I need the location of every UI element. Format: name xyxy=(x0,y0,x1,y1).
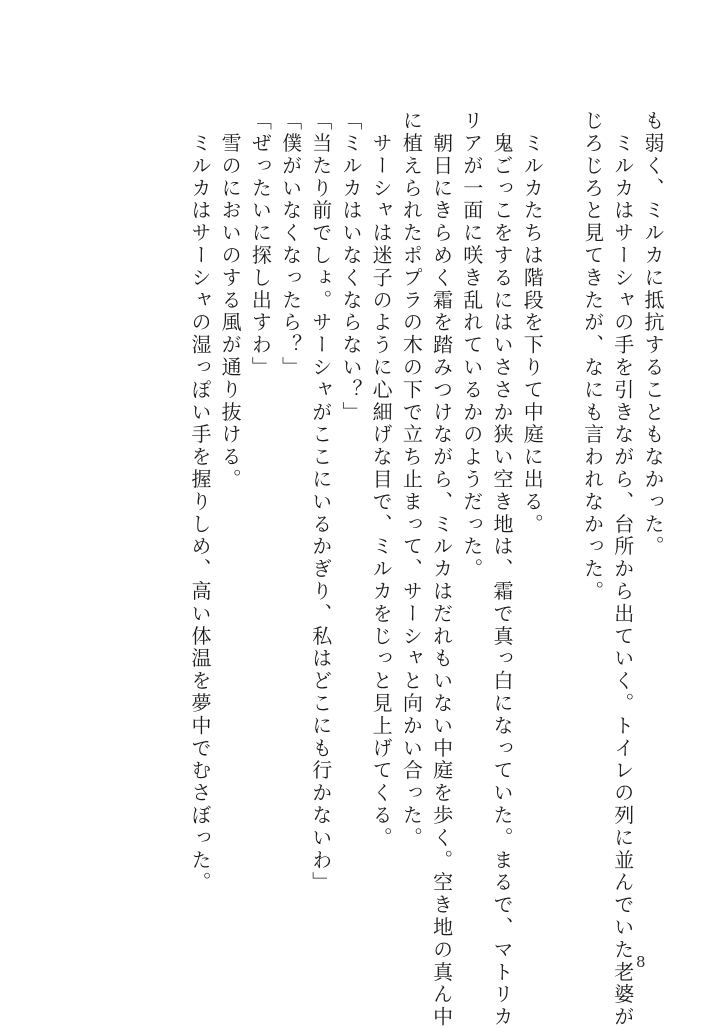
dialogue-line: 「当たり前でしょ。サーシャがここにいるかぎり、私はどこにも行かないわ」 xyxy=(308,110,333,894)
text-line: 雪のにおいのする風が通り抜ける。 xyxy=(218,110,243,491)
page-number: 8 xyxy=(636,953,646,971)
dialogue-line: 「僕がいなくなったら？」 xyxy=(278,110,303,379)
text-line: も弱く、ミルカに抵抗することもなかった。 xyxy=(641,110,665,558)
dialogue-line: 「ぜったいに探し出すわ」 xyxy=(248,110,273,379)
blank-line xyxy=(547,110,577,910)
text-line: ミルカたちは階段を下りて中庭に出る。 xyxy=(520,110,545,536)
text-line: ミルカはサーシャの手を引きながら、台所から出ていく。トイレの列に並んでいた老婆が xyxy=(610,110,635,1028)
text-line: ミルカはサーシャの湿っぽい手を握りしめ、高い体温を夢中でむさぼった。 xyxy=(187,110,212,894)
text-line: に植えられたポプラの木の下で立ち止まって、サーシャと向かい合った。 xyxy=(399,110,424,850)
text-line: じろじろと見てきたが、なにも言われなかった。 xyxy=(580,110,605,603)
text-line: リアが一面に咲き乱れているかのようだった。 xyxy=(459,110,484,581)
text-line: 鬼ごっこをするにはいささか狭い空き地は、霜で真っ白になっていた。まるで、マトリカ xyxy=(489,110,514,1028)
vertical-text-body xyxy=(185,110,668,1028)
dialogue-line: 「ミルカはいなくならない？」 xyxy=(338,110,363,424)
text-line: サーシャは迷子のように心細げな目で、ミルカをじっと見上げてくる。 xyxy=(369,110,394,850)
text-line: 朝日にきらめく霜を踏みつけながら、ミルカはだれもいない中庭を歩く。空き地の真ん中 xyxy=(429,110,454,1028)
